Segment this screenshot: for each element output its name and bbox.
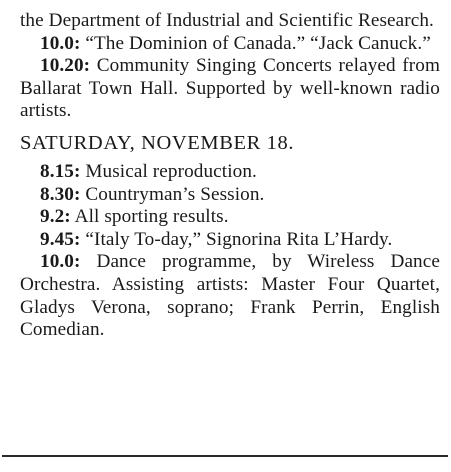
bottom-rule xyxy=(2,455,448,457)
entry-time: 9.45: xyxy=(40,228,81,250)
entry-text: “Italy To-day,” Signorina Rita L’Hardy. xyxy=(80,228,393,250)
entry-time: 10.0: xyxy=(40,32,81,54)
program-entry-815 xyxy=(20,161,440,184)
program-entry-continuation xyxy=(20,10,440,33)
entry-text: “The Dominion of Canada.” “Jack Canuck.” xyxy=(80,32,431,54)
entry-time: 10.0: xyxy=(40,251,81,273)
entry-text: Community Singing Concerts relayed from Ballarat Town Hall. Supported by well-known radio artists. xyxy=(20,55,440,122)
entry-time: 9.2: xyxy=(40,206,71,228)
program-entry-1000-saturday xyxy=(20,251,440,341)
entry-time: 8.30: xyxy=(40,183,81,205)
entry-text: All sporting results. xyxy=(70,206,229,228)
entry-text: Countryman’s Session. xyxy=(80,183,265,205)
day-heading: SATURDAY, NOVEMBER 18. xyxy=(20,131,295,154)
program-entry-830 xyxy=(20,184,440,207)
program-entry-92 xyxy=(20,206,440,229)
entry-text: Dance programme, by Wireless Dance Orchestra. Assisting artists: Master Four Quartet, Gladys Verona, soprano; Frank Perrin, English Comedian. xyxy=(20,251,440,341)
program-entry-1000 xyxy=(20,33,440,56)
entry-text: Musical reproduction. xyxy=(80,160,257,182)
entry-time: 8.15: xyxy=(40,160,81,182)
entry-time: 10.20: xyxy=(40,55,91,77)
program-entry-1020 xyxy=(20,55,440,123)
radio-program-listing xyxy=(20,10,440,342)
program-entry-945 xyxy=(20,229,440,252)
entry-text: the Department of Industrial and Scientific Research. xyxy=(20,10,434,31)
